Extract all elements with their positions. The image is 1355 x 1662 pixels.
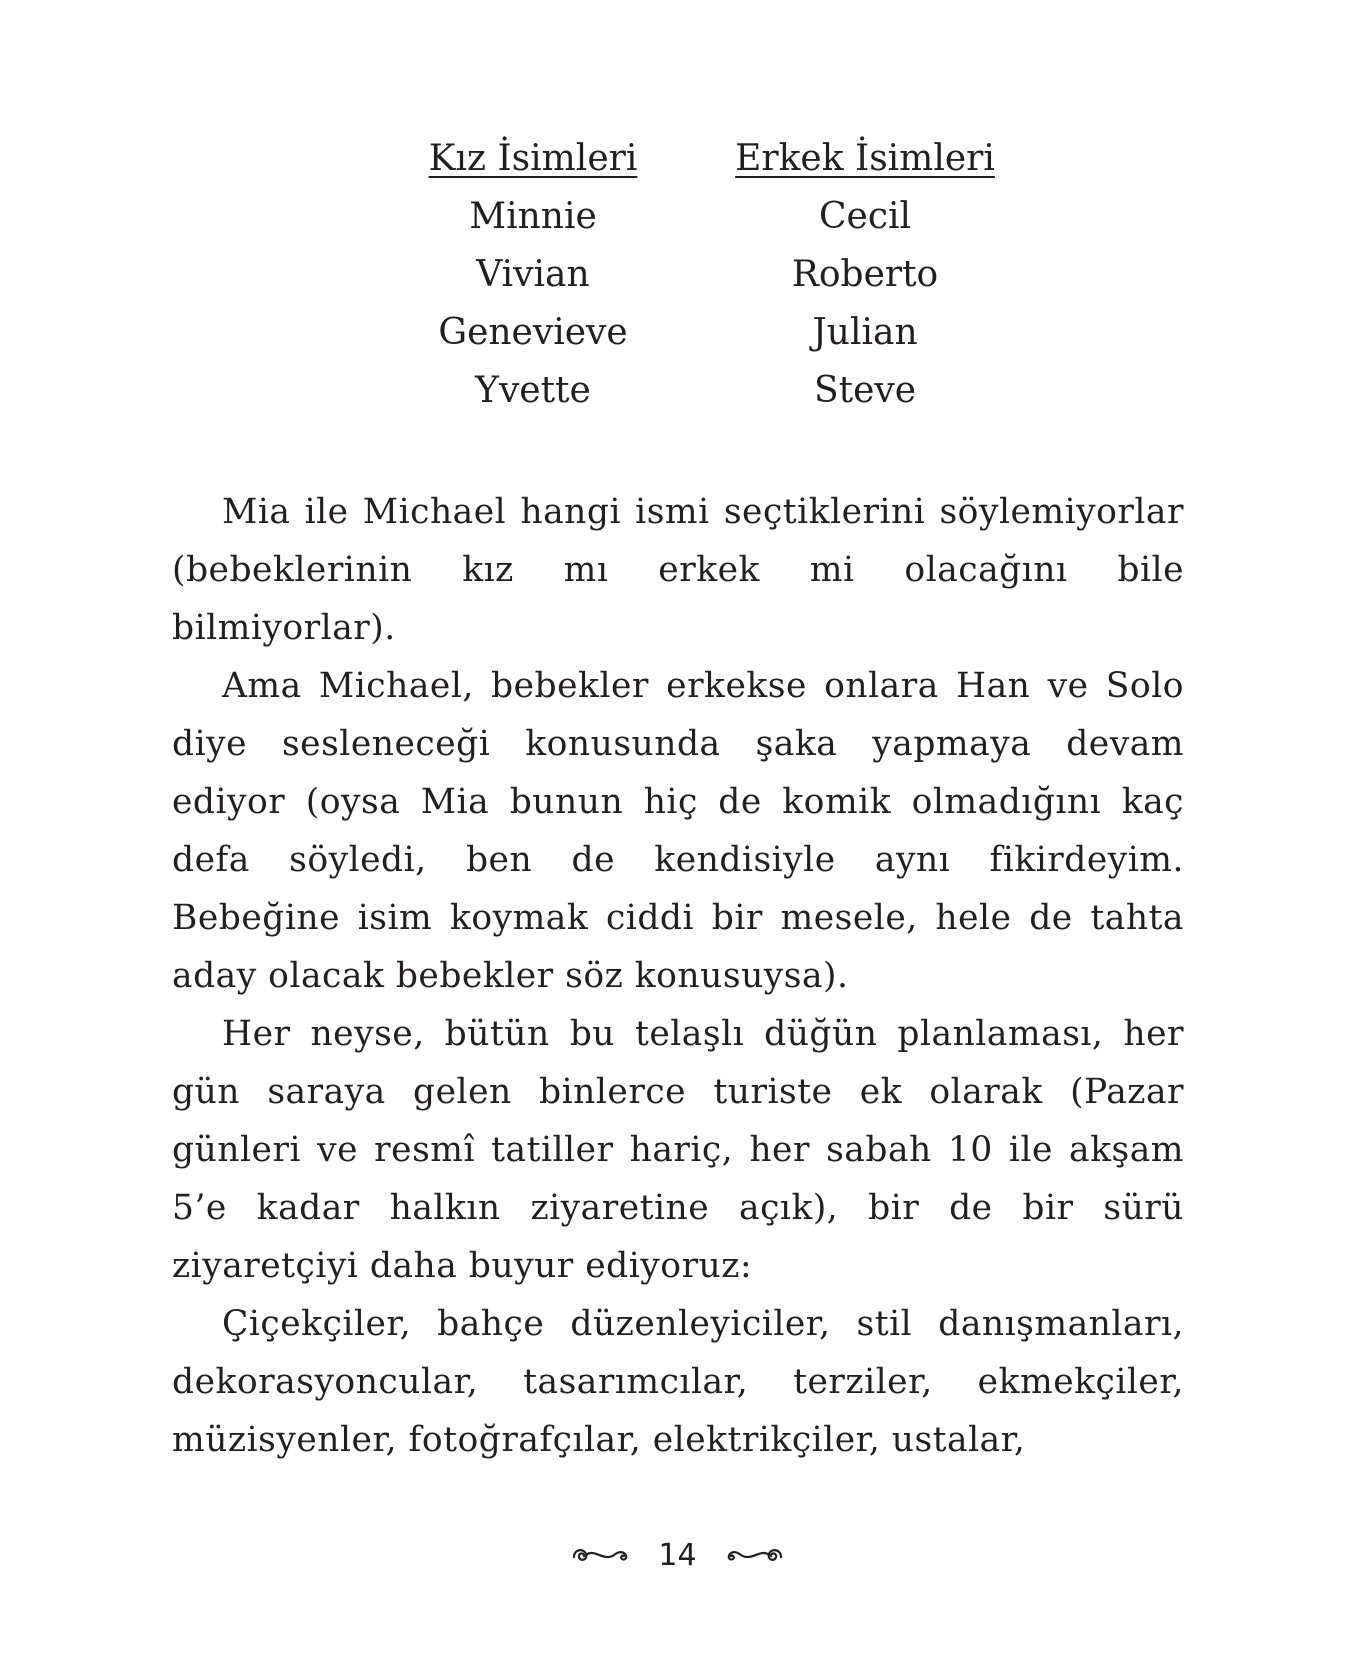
page-number: 14: [658, 1537, 697, 1573]
boy-names-column: [700, 130, 1030, 420]
girl-names-column: [368, 130, 698, 420]
paragraph: Ama Michael, bebekler erkekse onlara Han ve Solo diye sesleneceği konusunda şaka yapmaya devam ediyor (oysa Mia bunun hiç de komik olmadığını kaç defa söyledi, ben de kendisiyle aynı fikirdeyim. Bebeğine isim koymak ciddi bir mesele, hele de tahta aday olacak bebekler söz konusuysa).: [172, 666, 1184, 996]
boy-name: Roberto: [791, 254, 939, 295]
page-footer: [0, 1530, 1355, 1580]
swirl-ornament-icon: [723, 1544, 785, 1566]
girl-name: Genevieve: [438, 312, 628, 353]
boy-name: Julian: [812, 312, 918, 353]
swirl-ornament-icon: [570, 1544, 632, 1566]
boy-name: Steve: [813, 370, 917, 411]
body-text: [172, 483, 1184, 1469]
boy-names-header: Erkek İsimleri: [735, 138, 995, 179]
girl-name: Minnie: [469, 196, 597, 237]
girl-name: Yvette: [475, 370, 591, 411]
paragraph: Her neyse, bütün bu telaşlı düğün planlaması, her gün saraya gelen binlerce turiste ek olarak (Pazar günleri ve resmî tatiller hariç, her sabah 10 ile akşam 5’e kadar halkın ziyaretine açık), bir de bir sürü ziyaretçiyi daha buyur ediyoruz:: [172, 1014, 1184, 1286]
girl-name: Vivian: [476, 254, 590, 295]
paragraph: Çiçekçiler, bahçe düzenleyiciler, stil danışmanları, dekorasyoncular, tasarımcılar, terziler, ekmekçiler, müzisyenler, fotoğrafçılar, elektrikçiler, ustalar,: [172, 1304, 1184, 1460]
paragraph: Mia ile Michael hangi ismi seçtiklerini söylemiyorlar (bebeklerinin kız mı erkek mi olacağını bile bilmiyorlar).: [172, 492, 1184, 648]
names-table: [368, 130, 1030, 420]
girl-names-header: Kız İsimleri: [428, 138, 638, 179]
boy-name: Cecil: [818, 196, 912, 237]
